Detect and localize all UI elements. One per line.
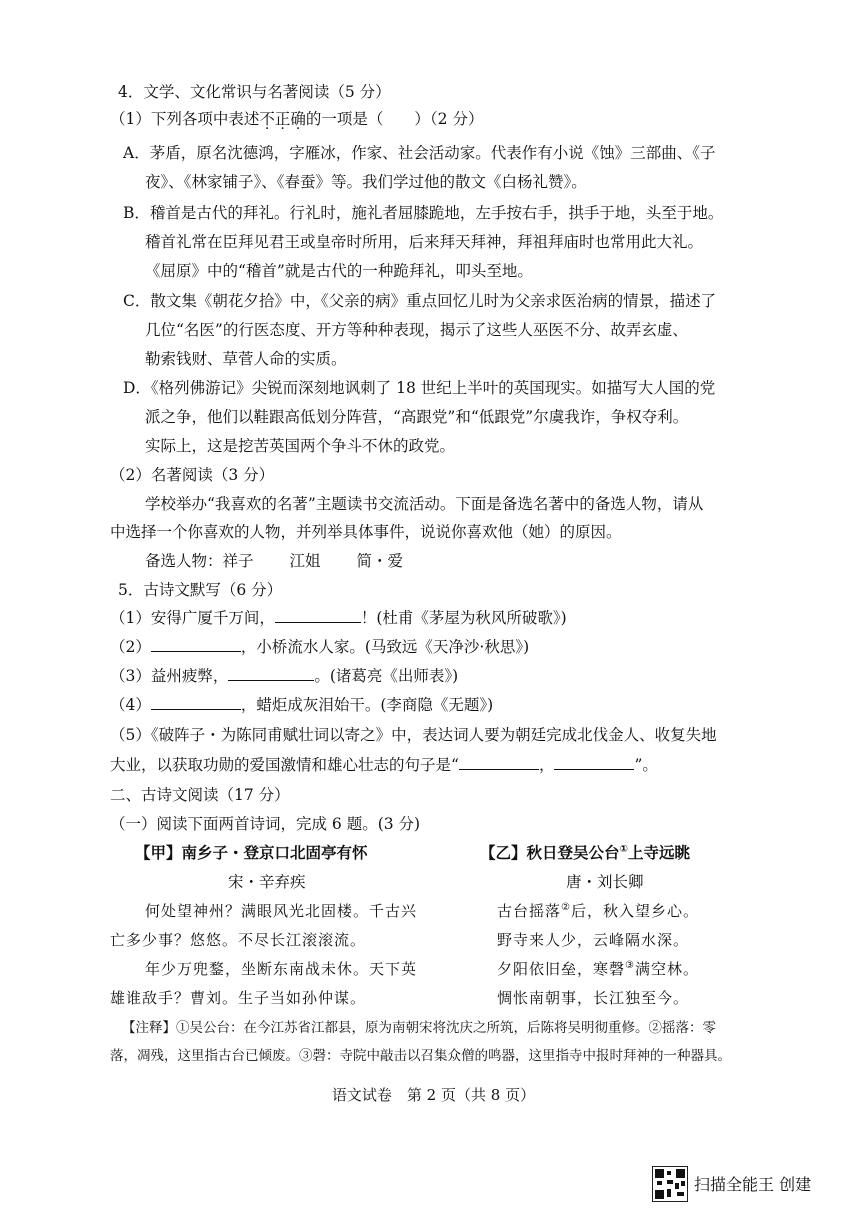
- poem-jia-line3: 年少万兜鍪，坐断东南战未休。天下英: [145, 960, 418, 978]
- annotation-line1: 【注释】①吴公台：在今江苏省江都县，原为南朝宋将沈庆之所筑，后陈将吴明彻重修。②摇落：零: [122, 1020, 716, 1036]
- option-d-line1: D．《格列佛游记》尖锐而深刻地讽刺了 18 世纪上半叶的英国现实。如描写大人国的党: [123, 379, 716, 397]
- poem-jia-line4: 雄谁敌手？曹刘。生子当如孙仲谋。: [110, 989, 367, 1007]
- emphasis-char: 确: [290, 110, 306, 128]
- poem-yi-line4: 惆怅南朝事，长江独至今。: [497, 989, 690, 1007]
- emphasis-char: 正: [274, 110, 291, 128]
- qr-code-icon: [652, 1166, 688, 1202]
- q5-line5a: （5）《破阵子・为陈同甫赋壮词以寄之》中，表达词人要为朝廷完成北伐金人、收复失地: [110, 726, 717, 744]
- part2-intro: （一）阅读下面两首诗词，完成 6 题。(3 分): [110, 815, 421, 833]
- answer-blank[interactable]: [228, 666, 314, 681]
- part2-heading: 二、古诗文阅读（17 分）: [110, 786, 290, 804]
- poem-jia-author: 宋・辛弃疾: [228, 873, 306, 891]
- candidate-3: 简・爱: [356, 552, 404, 570]
- q5-heading: 5．古诗文默写（6 分）: [118, 581, 283, 599]
- candidates-line: 备选人物：祥子 江姐 简・爱: [145, 552, 404, 570]
- answer-blank[interactable]: [554, 755, 634, 770]
- q5-line3: （3）益州疲弊， 。(诸葛亮《出师表》): [110, 667, 459, 685]
- q4-sub1: （1）下列各项中表述不正确的一项是（ ）（2 分）: [110, 110, 484, 128]
- candidate-2: 江姐: [289, 552, 321, 570]
- option-d-line3: 实际上，这是挖苦英国两个争斗不休的政党。: [145, 437, 456, 455]
- poem-yi-author: 唐・刘长卿: [566, 873, 644, 891]
- answer-blank[interactable]: [275, 608, 361, 623]
- poem-yi-line3: 夕阳依旧垒，寒磬③满空林。: [497, 960, 699, 978]
- option-b-line2: 稽首礼常在臣拜见君王或皇帝时所用，后来拜天拜神，拜祖拜庙时也常用此大礼。: [145, 233, 704, 251]
- q4-heading: 4．文学、文化常识与名著阅读（5 分）: [118, 83, 391, 101]
- annotation-line2: 落，凋残，这里指古台已倾废。③磬：寺院中敲击以召集众僧的鸣器，这里指寺中报时拜神的一种器具。: [110, 1048, 731, 1064]
- option-d-line2: 派之争，他们以鞋跟高低划分阵营，“高跟党”和“低跟党”尔虞我诈，争权夺利。: [145, 408, 689, 426]
- scanner-watermark: 扫描全能王 创建: [694, 1175, 812, 1194]
- candidate-1: 祥子: [222, 552, 254, 570]
- poem-yi-line2: 野寺来人少，云峰隔水深。: [497, 931, 690, 949]
- q5-line1: （1）安得广厦千万间， ！(杜甫《茅屋为秋风所破歌》): [110, 609, 567, 627]
- option-a-line2: 夜》、《林家铺子》、《春蚕》等。我们学过他的散文《白杨礼赞》。: [145, 173, 587, 191]
- q5-line4: （4） ，蜡炬成灰泪始干。(李商隐《无题》): [110, 696, 494, 714]
- answer-blank[interactable]: [459, 755, 539, 770]
- q5-line5b: 大业，以获取功勋的爱国激情和雄心壮志的句子是“ ， ”。: [110, 756, 658, 774]
- answer-blank[interactable]: [151, 695, 241, 710]
- emphasis-char: 不: [259, 110, 275, 128]
- q4-sub2-body1: 学校举办“我喜欢的名著”主题读书交流活动。下面是备选名著中的备选人物，请从: [145, 495, 704, 513]
- option-c-line2: 几位“名医”的行医态度、开方等种种表现，揭示了这些人巫医不分、故弄玄虚、: [145, 321, 688, 339]
- option-b-line3: 《屈原》中的“稽首”就是古代的一种跪拜礼，叩头至地。: [145, 262, 533, 280]
- option-a-line1: A．茅盾，原名沈德鸿，字雁冰，作家、社会活动家。代表作有小说《蚀》三部曲、《子: [123, 144, 716, 162]
- page-footer: 语文试卷 第 2 页（共 8 页）: [331, 1086, 536, 1104]
- option-c-line1: C．散文集《朝花夕拾》中，《父亲的病》重点回忆儿时为父亲求医治病的情景，描述了: [123, 292, 717, 310]
- q4-sub2-body2: 中选择一个你喜欢的人物，并列举具体事件，说说你喜欢他（她）的原因。: [110, 523, 622, 541]
- poem-jia-line1: 何处望神州？满眼风光北固楼。千古兴: [145, 902, 418, 920]
- poem-jia-title: 【甲】南乡子・登京口北固亭有怀: [135, 844, 368, 862]
- poem-jia-line2: 亡多少事？悠悠。不尽长江滚滚流。: [110, 931, 367, 949]
- poem-yi-title: 【乙】秋日登吴公台①上寺远眺: [480, 843, 690, 862]
- poem-yi-line1: 古台摇落②后，秋入望乡心。: [497, 902, 699, 920]
- answer-blank[interactable]: [151, 637, 241, 652]
- q5-line2: （2） ，小桥流水人家。(马致远《天净沙·秋思》): [110, 638, 530, 656]
- q4-sub2: （2）名著阅读（3 分）: [110, 466, 275, 484]
- option-c-line3: 勒索钱财、草菅人命的实质。: [145, 350, 347, 368]
- option-b-line1: B．稽首是古代的拜礼。行礼时，施礼者屈膝跪地，左手按右手，拱手于地，头至于地。: [123, 204, 724, 222]
